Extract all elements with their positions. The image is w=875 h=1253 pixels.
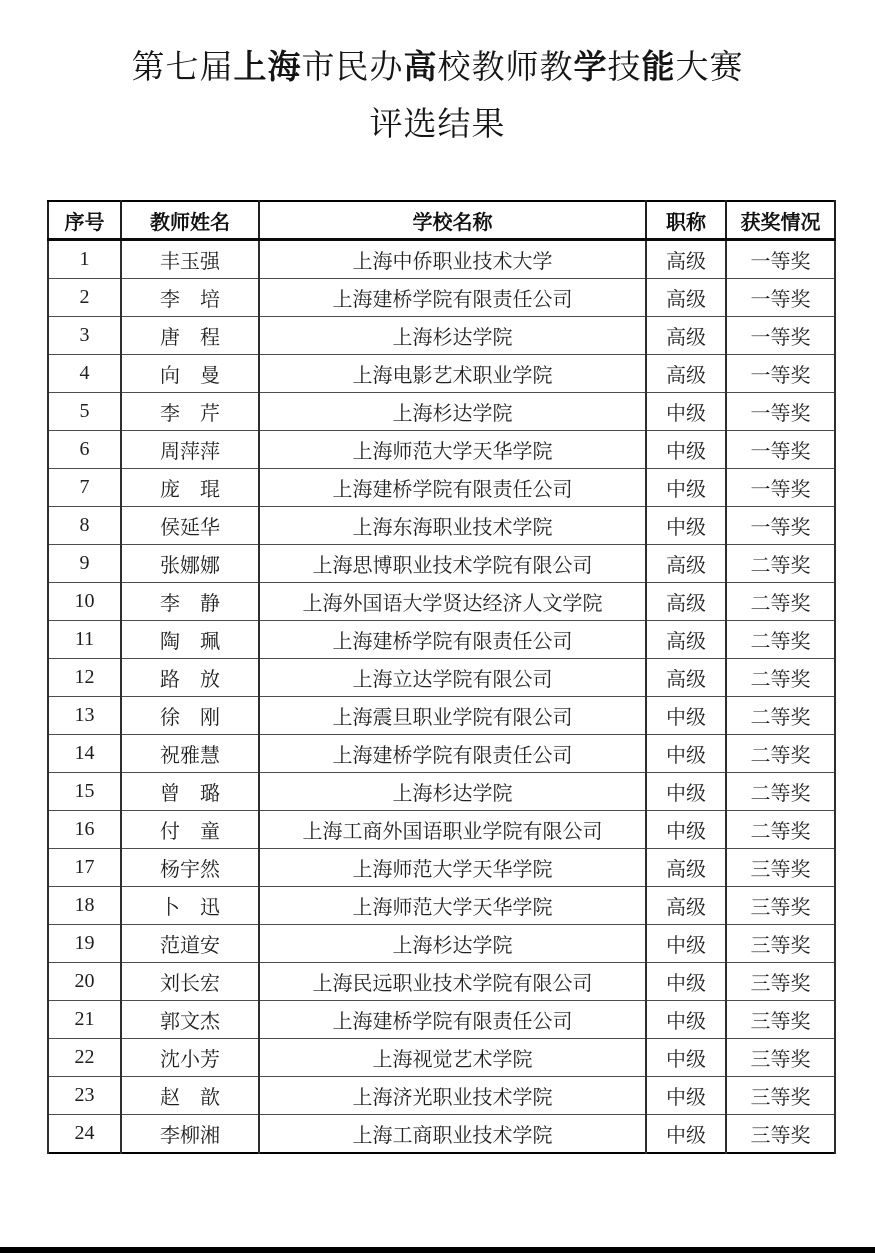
teacher-name-cell: 郭文杰 (121, 1001, 259, 1039)
row-number-cell: 14 (48, 735, 121, 773)
school-name-cell: 上海电影艺术职业学院 (259, 355, 646, 393)
award-cell: 三等奖 (726, 887, 835, 925)
row-number-cell: 16 (48, 811, 121, 849)
row-number-cell: 8 (48, 507, 121, 545)
teacher-name-cell: 唐 程 (121, 317, 259, 355)
results-table (47, 200, 836, 1154)
row-number-cell: 12 (48, 659, 121, 697)
teacher-name-cell: 刘长宏 (121, 963, 259, 1001)
teacher-name-cell: 张娜娜 (121, 545, 259, 583)
rank-cell: 中级 (646, 431, 726, 469)
rank-cell: 中级 (646, 507, 726, 545)
teacher-name-cell: 周萍萍 (121, 431, 259, 469)
school-name-cell: 上海杉达学院 (259, 773, 646, 811)
award-cell: 二等奖 (726, 621, 835, 659)
teacher-name-cell: 沈小芳 (121, 1039, 259, 1077)
table-row (48, 735, 835, 773)
rank-cell: 高级 (646, 240, 726, 279)
table-row (48, 1115, 835, 1154)
table-row (48, 279, 835, 317)
title-segment: 上海 (233, 50, 302, 86)
row-number-cell: 3 (48, 317, 121, 355)
table-row (48, 393, 835, 431)
title-segment: 大赛 (675, 50, 744, 86)
row-number-cell: 13 (48, 697, 121, 735)
school-name-cell: 上海工商职业技术学院 (259, 1115, 646, 1154)
teacher-name-cell: 杨宇然 (121, 849, 259, 887)
title-segment: 能 (641, 50, 676, 86)
row-number-cell: 17 (48, 849, 121, 887)
award-cell: 三等奖 (726, 1001, 835, 1039)
title-segment: 技 (607, 50, 642, 86)
teacher-name-cell: 赵 歆 (121, 1077, 259, 1115)
table-row (48, 431, 835, 469)
table-row (48, 317, 835, 355)
school-name-cell: 上海建桥学院有限责任公司 (259, 469, 646, 507)
title-segment: 校教师教 (437, 50, 574, 86)
teacher-name-cell: 李 静 (121, 583, 259, 621)
table-row (48, 811, 835, 849)
title-segment: 学 (573, 50, 608, 86)
school-name-cell: 上海立达学院有限公司 (259, 659, 646, 697)
title-segment: 第七届 (131, 50, 234, 86)
row-number-cell: 24 (48, 1115, 121, 1154)
school-name-cell: 上海杉达学院 (259, 317, 646, 355)
rank-cell: 中级 (646, 1077, 726, 1115)
title-line1 (0, 40, 875, 97)
teacher-name-cell: 庞 琨 (121, 469, 259, 507)
award-cell: 二等奖 (726, 811, 835, 849)
table-row (48, 1001, 835, 1039)
title-line2: 评选结果 (369, 107, 506, 143)
school-name-cell: 上海建桥学院有限责任公司 (259, 621, 646, 659)
row-number-cell: 7 (48, 469, 121, 507)
row-number-cell: 4 (48, 355, 121, 393)
teacher-name-cell: 路 放 (121, 659, 259, 697)
rank-cell: 高级 (646, 545, 726, 583)
table-row (48, 507, 835, 545)
school-name-cell: 上海杉达学院 (259, 925, 646, 963)
row-number-cell: 22 (48, 1039, 121, 1077)
teacher-name-cell: 曾 璐 (121, 773, 259, 811)
school-name-cell: 上海思博职业技术学院有限公司 (259, 545, 646, 583)
teacher-name-cell: 李 芹 (121, 393, 259, 431)
rank-cell: 高级 (646, 279, 726, 317)
title-segment: 高 (403, 50, 438, 86)
row-number-cell: 10 (48, 583, 121, 621)
row-number-cell: 15 (48, 773, 121, 811)
school-name-cell: 上海杉达学院 (259, 393, 646, 431)
table-row (48, 355, 835, 393)
table-row (48, 1077, 835, 1115)
row-number-cell: 18 (48, 887, 121, 925)
award-cell: 一等奖 (726, 431, 835, 469)
rank-cell: 高级 (646, 355, 726, 393)
row-number-cell: 2 (48, 279, 121, 317)
award-cell: 一等奖 (726, 393, 835, 431)
award-cell: 一等奖 (726, 355, 835, 393)
table-row (48, 697, 835, 735)
award-cell: 三等奖 (726, 925, 835, 963)
school-name-cell: 上海师范大学天华学院 (259, 431, 646, 469)
table-row (48, 963, 835, 1001)
school-name-cell: 上海东海职业技术学院 (259, 507, 646, 545)
school-name-cell: 上海师范大学天华学院 (259, 849, 646, 887)
award-cell: 一等奖 (726, 279, 835, 317)
teacher-name-cell: 陶 珮 (121, 621, 259, 659)
document-title (0, 0, 875, 154)
award-cell: 三等奖 (726, 1077, 835, 1115)
award-cell: 三等奖 (726, 1115, 835, 1154)
rank-cell: 高级 (646, 659, 726, 697)
rank-cell: 中级 (646, 1001, 726, 1039)
row-number-cell: 20 (48, 963, 121, 1001)
teacher-name-cell: 李柳湘 (121, 1115, 259, 1154)
table-row (48, 925, 835, 963)
award-cell: 二等奖 (726, 659, 835, 697)
school-name-cell: 上海建桥学院有限责任公司 (259, 1001, 646, 1039)
school-name-cell: 上海震旦职业学院有限公司 (259, 697, 646, 735)
column-header: 学校名称 (259, 201, 646, 240)
row-number-cell: 6 (48, 431, 121, 469)
award-cell: 三等奖 (726, 849, 835, 887)
school-name-cell: 上海济光职业技术学院 (259, 1077, 646, 1115)
table-row (48, 1039, 835, 1077)
row-number-cell: 23 (48, 1077, 121, 1115)
column-header: 序号 (48, 201, 121, 240)
rank-cell: 高级 (646, 849, 726, 887)
table-row (48, 583, 835, 621)
award-cell: 二等奖 (726, 697, 835, 735)
rank-cell: 高级 (646, 317, 726, 355)
row-number-cell: 1 (48, 240, 121, 279)
teacher-name-cell: 丰玉强 (121, 240, 259, 279)
teacher-name-cell: 卜 迅 (121, 887, 259, 925)
award-cell: 一等奖 (726, 469, 835, 507)
table-row (48, 659, 835, 697)
rank-cell: 中级 (646, 773, 726, 811)
award-cell: 二等奖 (726, 545, 835, 583)
school-name-cell: 上海中侨职业技术大学 (259, 240, 646, 279)
school-name-cell: 上海建桥学院有限责任公司 (259, 735, 646, 773)
rank-cell: 高级 (646, 621, 726, 659)
teacher-name-cell: 侯延华 (121, 507, 259, 545)
rank-cell: 高级 (646, 583, 726, 621)
teacher-name-cell: 范道安 (121, 925, 259, 963)
title-segment: 市民办 (301, 50, 404, 86)
page-bottom-scan-edge (0, 1247, 875, 1253)
award-cell: 一等奖 (726, 240, 835, 279)
table-row (48, 469, 835, 507)
award-cell: 二等奖 (726, 773, 835, 811)
school-name-cell: 上海外国语大学贤达经济人文学院 (259, 583, 646, 621)
rank-cell: 中级 (646, 963, 726, 1001)
rank-cell: 高级 (646, 887, 726, 925)
table-header-row (48, 201, 835, 240)
row-number-cell: 9 (48, 545, 121, 583)
award-cell: 一等奖 (726, 317, 835, 355)
school-name-cell: 上海师范大学天华学院 (259, 887, 646, 925)
rank-cell: 中级 (646, 811, 726, 849)
award-cell: 二等奖 (726, 583, 835, 621)
table-row (48, 240, 835, 279)
column-header: 获奖情况 (726, 201, 835, 240)
award-cell: 三等奖 (726, 1039, 835, 1077)
table-row (48, 621, 835, 659)
award-cell: 二等奖 (726, 735, 835, 773)
rank-cell: 中级 (646, 1115, 726, 1154)
column-header: 教师姓名 (121, 201, 259, 240)
table-body (48, 240, 835, 1154)
school-name-cell: 上海工商外国语职业学院有限公司 (259, 811, 646, 849)
teacher-name-cell: 祝雅慧 (121, 735, 259, 773)
school-name-cell: 上海视觉艺术学院 (259, 1039, 646, 1077)
rank-cell: 中级 (646, 925, 726, 963)
row-number-cell: 21 (48, 1001, 121, 1039)
table-row (48, 887, 835, 925)
teacher-name-cell: 向 曼 (121, 355, 259, 393)
column-header: 职称 (646, 201, 726, 240)
school-name-cell: 上海建桥学院有限责任公司 (259, 279, 646, 317)
row-number-cell: 11 (48, 621, 121, 659)
row-number-cell: 5 (48, 393, 121, 431)
school-name-cell: 上海民远职业技术学院有限公司 (259, 963, 646, 1001)
rank-cell: 中级 (646, 697, 726, 735)
teacher-name-cell: 付 童 (121, 811, 259, 849)
table-row (48, 773, 835, 811)
rank-cell: 中级 (646, 735, 726, 773)
table-row (48, 545, 835, 583)
rank-cell: 中级 (646, 393, 726, 431)
table-row (48, 849, 835, 887)
teacher-name-cell: 徐 刚 (121, 697, 259, 735)
award-cell: 三等奖 (726, 963, 835, 1001)
rank-cell: 中级 (646, 469, 726, 507)
rank-cell: 中级 (646, 1039, 726, 1077)
teacher-name-cell: 李 培 (121, 279, 259, 317)
row-number-cell: 19 (48, 925, 121, 963)
award-cell: 一等奖 (726, 507, 835, 545)
